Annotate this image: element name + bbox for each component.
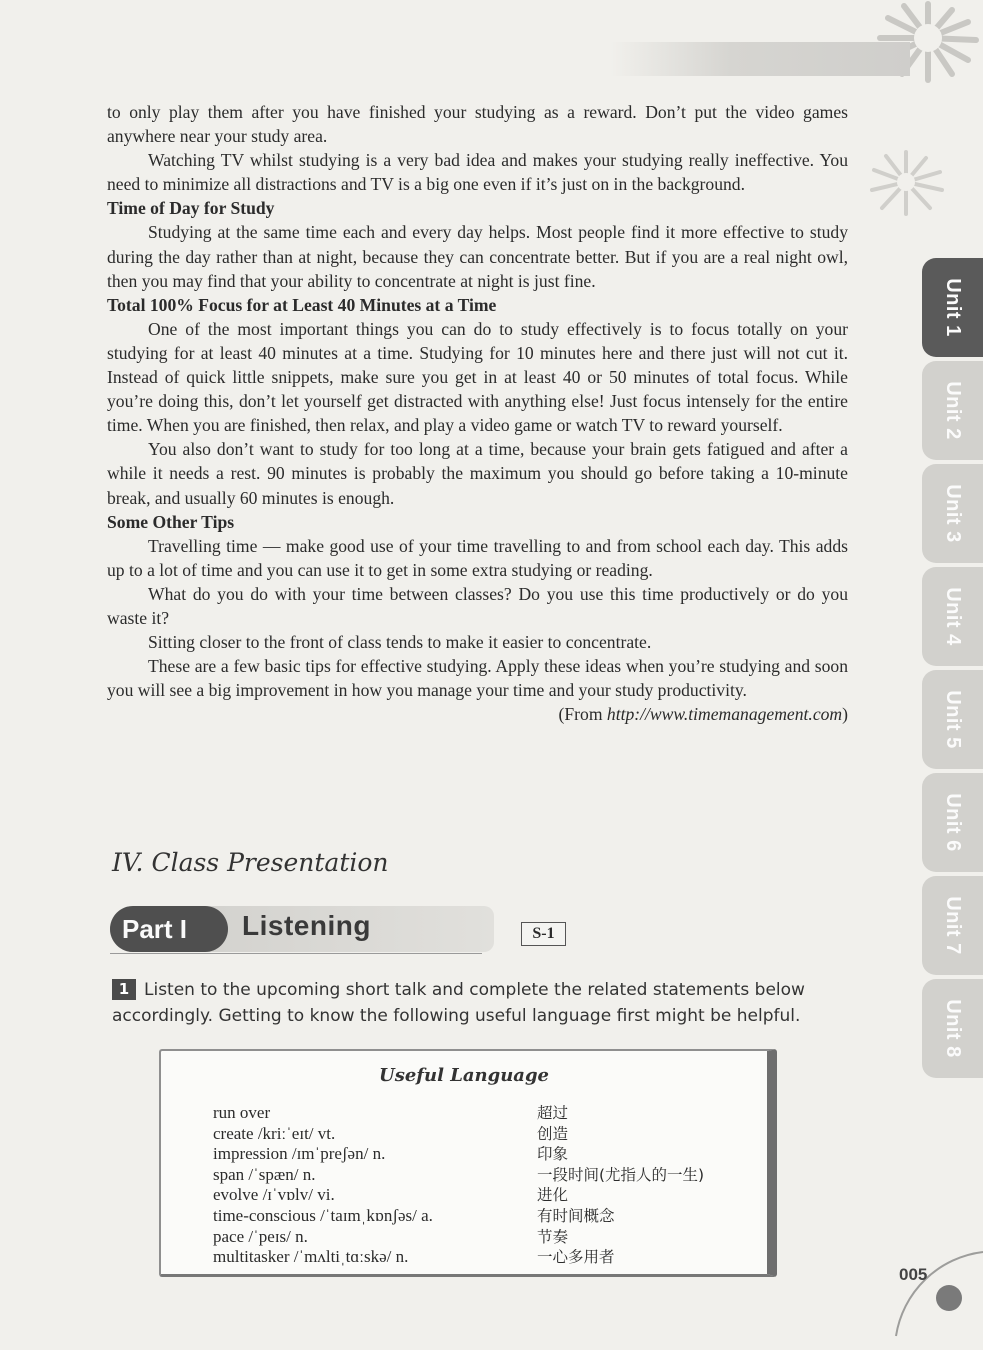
paragraph: You also don’t want to study for too long at a time, because your brain gets fatigued and after a while it needs a rest. 90 minutes is probably the maximum you should go before taking a 10-minute break, and usually 60 minutes is enough.: [107, 439, 848, 508]
page-corner-arc: [880, 1240, 983, 1350]
vocab-translation: 印象: [537, 1145, 569, 1164]
vocabulary-list: [213, 1103, 704, 1268]
source-citation: [107, 702, 848, 726]
vocab-item: [213, 1103, 704, 1124]
tab-unit-3[interactable]: [922, 464, 983, 563]
tab-unit-1[interactable]: [922, 258, 983, 357]
vocab-item: [213, 1247, 704, 1268]
page-number-dot: [936, 1285, 962, 1311]
vocab-term: span /ˈspæn/ n.: [213, 1164, 316, 1184]
tab-label: Unit 4: [942, 587, 964, 646]
paragraph: Studying at the same time each and every day helps. Most people find it more effective to study during the day rather than at night, because they can concentrate better. But if you are a real night owl, then you may find that your ability to concentrate at night is just fine.: [107, 222, 848, 291]
vocab-translation: 超过: [537, 1104, 569, 1122]
paragraph: One of the most important things you can do to study effectively is to focus totally on your studying for at least 40 minutes at a time. Studying for 10 minutes here and there just will not cut it. Instead of quick little snippets, make sure you get in at least 40 or 50 minutes of total focus. While you’re doing this, don’t let yourself get distracted with anything else! Just focus intensely for the entire time. When you are finished, then relax, and play a video game or watch TV to reward yourself.: [107, 318, 848, 436]
paragraph: to only play them after you have finished your studying as a reward. Don’t put the video games anywhere near your study area.: [107, 102, 848, 147]
vocab-item: [213, 1206, 704, 1227]
exercise-instruction: [112, 977, 854, 1029]
page-number: 005: [899, 1265, 928, 1284]
instruction-text: Listen to the upcoming short talk and complete the related statements below accordingly. Getting to know the following useful language first might be helpful.: [112, 980, 805, 1026]
paragraph: Sitting closer to the front of class tends to make it easier to concentrate.: [148, 632, 652, 653]
subheading-other-tips: Some Other Tips: [107, 511, 235, 532]
audio-track-code[interactable]: S-1: [521, 922, 566, 946]
source-url: http://www.timemanagement.com: [606, 704, 843, 725]
unit-tabs: [922, 258, 983, 1082]
tab-label: Unit 8: [942, 999, 964, 1058]
part-label: Part I: [110, 906, 228, 952]
vocab-item: [213, 1144, 704, 1165]
vocab-term: time-conscious /ˈtaɪmˌkɒnʃəs/ a.: [213, 1205, 433, 1225]
tab-label: Unit 6: [942, 793, 964, 852]
vocab-translation: 一心多用者: [537, 1248, 615, 1267]
vocab-item: [213, 1227, 704, 1248]
page-header-band: [610, 42, 910, 76]
vocab-item: [213, 1165, 704, 1186]
vocab-term: evolve /ɪˈvɒlv/ vi.: [213, 1185, 335, 1205]
article-body: [107, 100, 848, 726]
paragraph: Travelling time — make good use of your time travelling to and from school each day. This adds up to a lot of time and you can use it to get in some extra studying or reading.: [107, 535, 848, 580]
subheading-total-focus: Total 100% Focus for at Least 40 Minutes at a Time: [107, 294, 497, 315]
section-title: IV. Class Presentation: [112, 848, 389, 877]
tab-unit-7[interactable]: [922, 876, 983, 975]
vocab-item: [213, 1124, 704, 1145]
vocab-term: run over: [213, 1103, 271, 1122]
vocab-translation: 有时间概念: [537, 1206, 615, 1225]
part-banner: [110, 906, 494, 952]
exercise-number-badge: 1: [112, 979, 136, 1000]
tab-label: Unit 7: [942, 896, 964, 955]
source-prefix: (From: [558, 704, 607, 725]
tab-unit-2[interactable]: [922, 361, 983, 460]
subheading-time-of-day: Time of Day for Study: [107, 198, 275, 219]
vocab-term: pace /ˈpeɪs/ n.: [213, 1226, 308, 1246]
tab-label: Unit 5: [942, 690, 964, 749]
useful-language-box: [159, 1049, 777, 1277]
vocab-translation: 节奏: [537, 1227, 569, 1246]
tab-unit-5[interactable]: [922, 670, 983, 769]
vocab-translation: 进化: [537, 1186, 569, 1205]
tab-label: Unit 1: [942, 278, 964, 337]
tab-label: Unit 2: [942, 381, 964, 440]
tab-unit-8[interactable]: [922, 979, 983, 1078]
tab-label: Unit 3: [942, 484, 964, 543]
divider: [110, 953, 482, 954]
vocab-term: create /kriːˈeɪt/ vt.: [213, 1123, 336, 1143]
vocab-term: impression /ɪmˈpreʃən/ n.: [213, 1144, 386, 1164]
vocab-translation: 一段时间(尤指人的一生): [537, 1165, 705, 1184]
vocab-item: [213, 1185, 704, 1206]
tab-unit-6[interactable]: [922, 773, 983, 872]
paragraph: These are a few basic tips for effective studying. Apply these ideas when you’re studying and soon you will see a big improvement in how you manage your time and your study productivity.: [107, 656, 848, 701]
useful-language-title: Useful Language: [379, 1065, 549, 1086]
vocab-term: multitasker /ˈmʌltiˌtɑːskə/ n.: [213, 1247, 409, 1267]
paragraph: What do you do with your time between classes? Do you use this time productively or do you waste it?: [107, 583, 848, 628]
source-suffix: ): [842, 704, 848, 725]
part-title: Listening: [242, 910, 371, 941]
sunburst-decoration-small: [866, 148, 948, 218]
tab-unit-4[interactable]: [922, 567, 983, 666]
vocab-translation: 创造: [537, 1124, 569, 1143]
paragraph: Watching TV whilst studying is a very bad idea and makes your studying really ineffective. You need to minimize all distractions and TV is a big one even if it’s just on in the background.: [107, 150, 848, 195]
